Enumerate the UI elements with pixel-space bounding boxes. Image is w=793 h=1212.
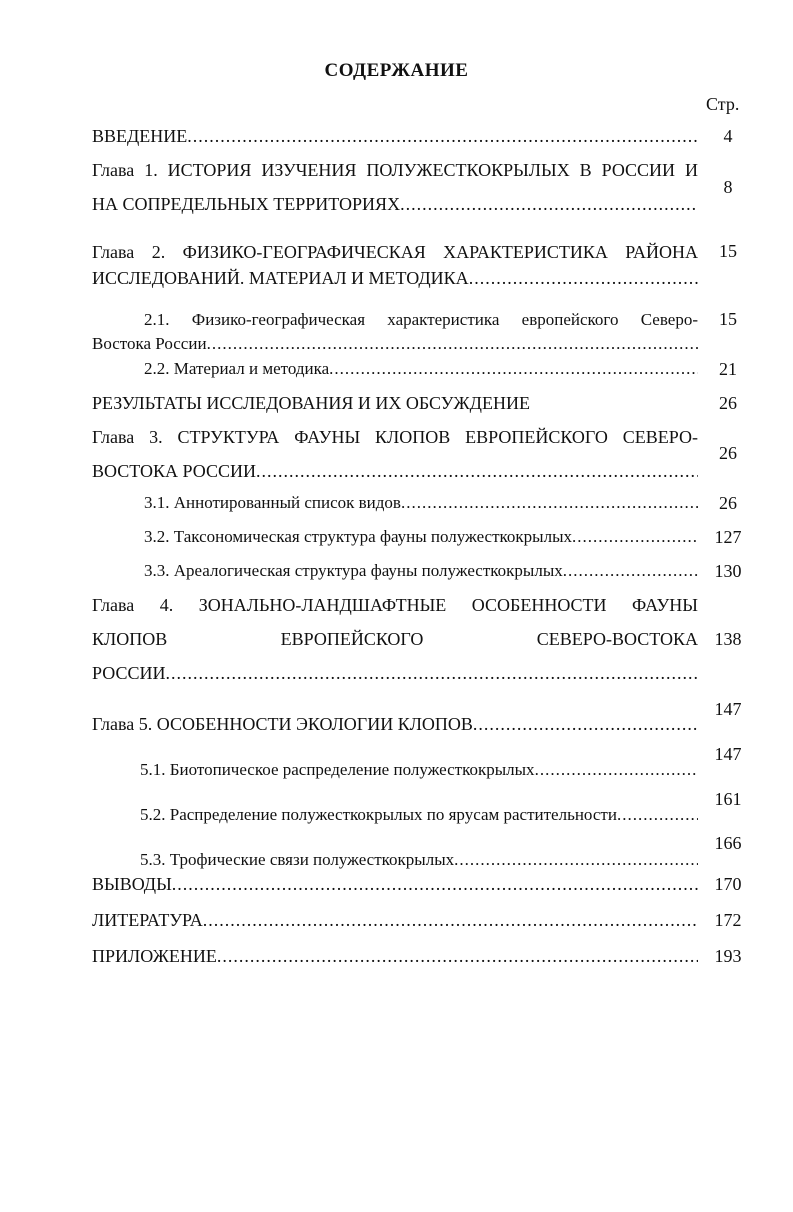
dot-leader <box>563 554 698 588</box>
toc-entry-title: КЛОПОВ ЕВРОПЕЙСКОГО СЕВЕРО-ВОСТОКА <box>92 629 698 649</box>
dot-leader <box>187 119 698 153</box>
dot-leader <box>172 867 698 901</box>
toc-page-number: 26 <box>719 493 737 513</box>
toc-entry-title: РОССИИ <box>92 663 166 683</box>
toc-page-number: 4 <box>723 126 733 146</box>
toc-page-number: 193 <box>714 946 742 966</box>
toc-entry-title: ЛИТЕРАТУРА <box>92 910 203 930</box>
toc-entry-title: 3.2. Таксономическая структура фауны полужесткокрылых <box>144 527 572 546</box>
dot-leader <box>217 939 698 973</box>
dot-leader <box>469 265 698 291</box>
toc-entry-title: Глава 3. СТРУКТУРА ФАУНЫ КЛОПОВ ЕВРОПЕЙСКОГО СЕВЕРО- <box>92 427 698 447</box>
toc-entry-title: ВВЕДЕНИЕ <box>92 126 188 146</box>
toc-entry-title: Востока России <box>92 334 207 353</box>
dot-leader <box>401 486 698 520</box>
toc-page-number: 161 <box>714 789 742 809</box>
toc-entry-title: 5.2. Распределение полужесткокрылых по ярусам растительности <box>140 805 617 824</box>
toc-entry-title: Глава 5. ОСОБЕННОСТИ ЭКОЛОГИИ КЛОПОВ <box>92 714 473 734</box>
toc-entry-title: Глава 4. ЗОНАЛЬНО-ЛАНДШАФТНЫЕ ОСОБЕННОСТИ ФАУНЫ <box>92 595 698 615</box>
toc-page-number: 8 <box>723 177 733 197</box>
toc-page-number: 26 <box>719 443 737 463</box>
toc-page-number: 130 <box>714 561 742 581</box>
toc-entry-title: Глава 1. ИСТОРИЯ ИЗУЧЕНИЯ ПОЛУЖЕСТКОКРЫЛЫХ В РОССИИ И <box>92 160 698 180</box>
toc-entry-title: РЕЗУЛЬТАТЫ ИССЛЕДОВАНИЯ И ИХ ОБСУЖДЕНИЕ <box>92 393 530 413</box>
toc-entry-title: ИССЛЕДОВАНИЙ. МАТЕРИАЛ И МЕТОДИКА <box>92 268 469 288</box>
toc-entry-title: ПРИЛОЖЕНИЕ <box>92 946 217 966</box>
toc-page-number: 147 <box>714 744 742 764</box>
toc-page-number: 170 <box>714 874 742 894</box>
toc-entry-title: ВОСТОКА РОССИИ <box>92 461 256 481</box>
dot-leader <box>329 352 698 386</box>
toc-page-number: 15 <box>719 241 737 261</box>
dot-leader <box>572 520 698 554</box>
dot-leader <box>535 753 698 787</box>
toc-entry-title: 3.3. Ареалогическая структура фауны полужесткокрылых <box>144 561 563 580</box>
toc-title: СОДЕРЖАНИЕ <box>324 60 469 81</box>
toc-page-number: 127 <box>714 527 742 547</box>
toc-entry-title: Глава 2. ФИЗИКО-ГЕОГРАФИЧЕСКАЯ ХАРАКТЕРИСТИКА РАЙОНА <box>92 242 698 262</box>
toc-entry-title: 5.1. Биотопическое распределение полужесткокрылых <box>140 760 535 779</box>
toc-page-number: 166 <box>714 833 742 853</box>
toc-entry-title: 5.3. Трофические связи полужесткокрылых <box>140 850 455 869</box>
toc-page-number: 138 <box>714 629 742 649</box>
dot-leader <box>617 798 698 832</box>
toc-page-number: 26 <box>719 393 737 413</box>
toc-page-number: 21 <box>719 359 737 379</box>
toc-entry-title: НА СОПРЕДЕЛЬНЫХ ТЕРРИТОРИЯХ <box>92 194 401 214</box>
toc-page-number: 147 <box>714 699 742 719</box>
toc-entry-title: 3.1. Аннотированный список видов <box>144 493 401 512</box>
toc-page-number: 15 <box>719 309 737 329</box>
toc-entry-title: ВЫВОДЫ <box>92 874 172 894</box>
dot-leader <box>400 187 698 221</box>
toc-entry-title: 2.1. Физико-географическая характеристика европейского Северо- <box>144 310 698 329</box>
dot-leader <box>473 707 698 741</box>
toc-entry-title: 2.2. Материал и методика <box>144 359 330 378</box>
dot-leader <box>203 903 698 937</box>
dot-leader <box>165 656 698 690</box>
dot-leader <box>256 454 698 488</box>
toc-page-number: 172 <box>714 910 742 930</box>
page-column-label: Стр. <box>706 94 740 114</box>
